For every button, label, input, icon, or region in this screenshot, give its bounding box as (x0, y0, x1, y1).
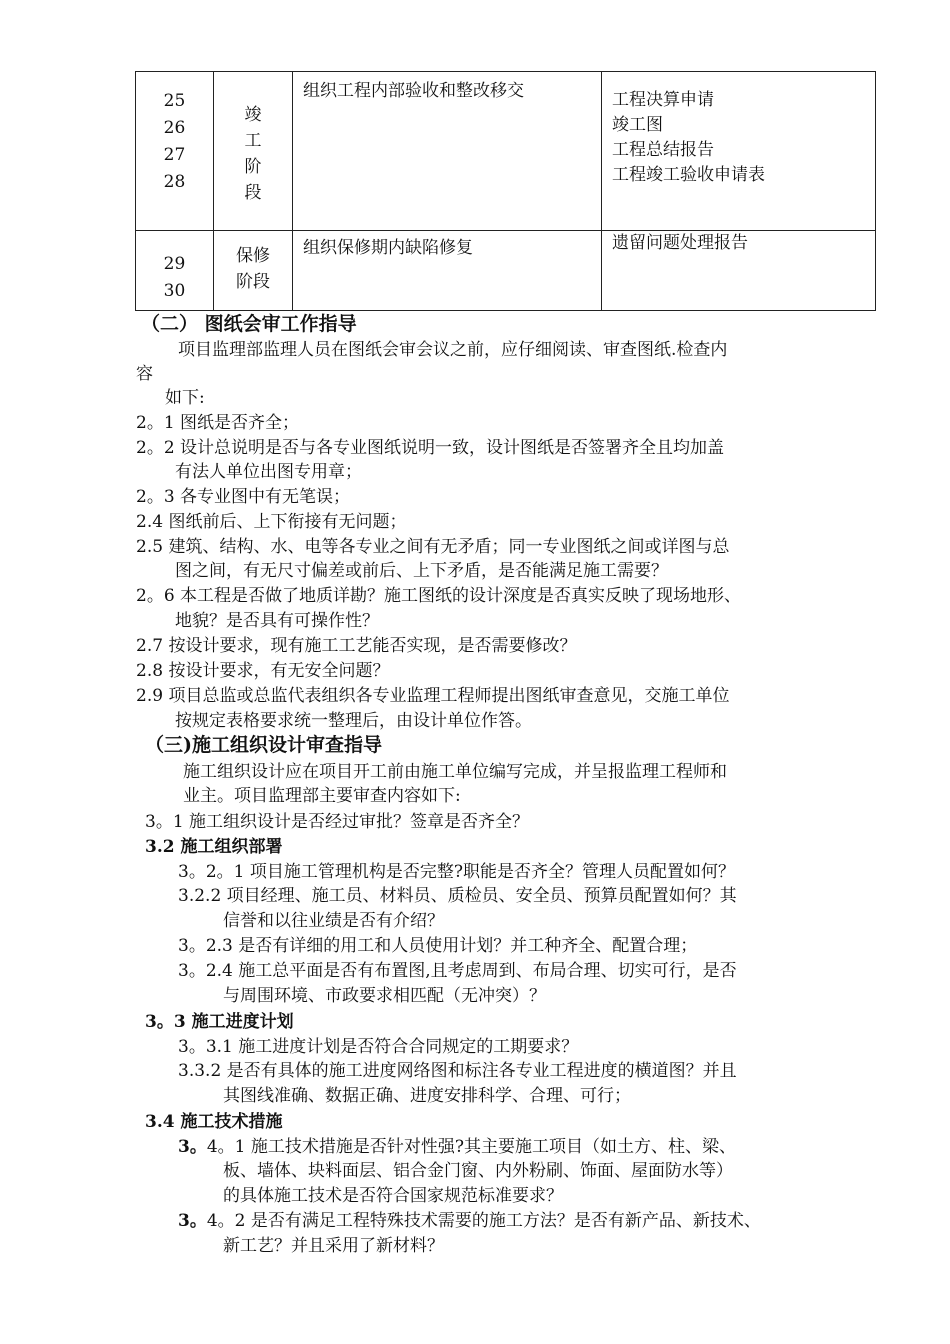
list-item: 的具体施工技术是否符合国家规范标准要求？ (223, 1186, 563, 1206)
output-cell (602, 231, 876, 311)
phase-char: 阶 (244, 157, 262, 177)
work-text: 组织工程内部验收和整改移交 (303, 81, 524, 101)
table-row (136, 231, 876, 311)
section-heading: （二） 图纸会审工作指导 (141, 313, 357, 335)
list-item: 2.5 建筑、结构、水、电等各专业之间有无矛盾；同一专业图纸之间或详图与总 (136, 537, 730, 557)
list-item-text: 4。2 是否有满足工程特殊技术需要的施工方法？是否有新产品、新技术、 (206, 1211, 761, 1231)
list-item: 有法人单位出图专用章； (175, 462, 362, 482)
list-item-prefix: 3。 (178, 1137, 207, 1157)
list-item: 3.3.2 是否有具体的施工进度网络图和标注各专业工程进度的横道图？并且 (178, 1061, 737, 1081)
output-item: 工程总结报告 (612, 140, 714, 160)
phase-line: 保修 (236, 246, 270, 266)
output-item: 工程决算申请 (612, 90, 714, 110)
list-item: 3.2.2 项目经理、施工员、材料员、质检员、安全员、预算员配置如何？其 (178, 886, 737, 906)
list-item-prefix: 3。 (178, 1211, 207, 1231)
list-item (178, 1209, 761, 1233)
paragraph-line: 如下: (165, 388, 205, 408)
table-row (136, 72, 876, 231)
list-item-text: 4。1 施工技术措施是否针对性强?其主要施工项目（如土方、柱、梁、 (206, 1137, 736, 1157)
list-item: 2。1 图纸是否齐全； (136, 413, 300, 433)
row-number: 25 (163, 91, 186, 111)
row-numbers-cell (136, 231, 214, 311)
output-item: 竣工图 (612, 115, 663, 135)
list-item: 3。2.3 是否有详细的用工和人员使用计划？并工种齐全、配置合理； (178, 936, 698, 956)
list-item: 2。2 设计总说明是否与各专业图纸说明一致，设计图纸是否签署齐全且均加盖 (136, 438, 725, 458)
list-item: 3。2。1 项目施工管理机构是否完整?职能是否齐全？管理人员配置如何？ (178, 862, 735, 882)
list-item: 按规定表格要求统一整理后，由设计单位作答。 (175, 711, 532, 731)
phase-cell (214, 231, 293, 311)
subsection-title: 3。3 施工进度计划 (145, 1012, 294, 1032)
list-item: 其图线准确、数据正确、进度安排科学、合理、可行； (223, 1086, 631, 1106)
subsection-title: 3.2 施工组织部署 (145, 837, 283, 857)
list-item: 2.8 按设计要求，有无安全问题？ (136, 661, 390, 681)
phase-line: 阶段 (236, 272, 270, 292)
section-heading: （三)施工组织设计审查指导 (145, 734, 382, 756)
list-item: 2.4 图纸前后、上下衔接有无问题； (136, 512, 407, 532)
work-cell (293, 231, 602, 311)
list-item: 2.9 项目总监或总监代表组织各专业监理工程师提出图纸审查意见，交施工单位 (136, 686, 730, 706)
list-item: 3。3.1 施工进度计划是否符合合同规定的工期要求？ (178, 1037, 579, 1057)
list-item: 图之间，有无尺寸偏差或前后、上下矛盾，是否能满足施工需要？ (175, 561, 668, 581)
row-number: 27 (163, 145, 186, 165)
list-item: 3。2.4 施工总平面是否有布置图,且考虑周到、布局合理、切实可行，是否 (178, 961, 737, 981)
row-numbers-cell (136, 72, 214, 231)
list-item: 与周围环境、市政要求相匹配（无冲突）？ (223, 986, 546, 1006)
paragraph-line: 施工组织设计应在项目开工前由施工单位编写完成，并呈报监理工程师和 (183, 762, 727, 782)
list-item: 信誉和以往业绩是否有介绍？ (223, 911, 444, 931)
output-item: 遗留问题处理报告 (612, 233, 748, 253)
phase-char: 段 (244, 183, 262, 203)
work-text: 组织保修期内缺陷修复 (303, 238, 473, 258)
list-item: 2。6 本工程是否做了地质详勘？施工图纸的设计深度是否真实反映了现场地形、 (136, 586, 742, 606)
output-item: 工程竣工验收申请表 (612, 165, 765, 185)
list-item: 3。1 施工组织设计是否经过审批？签章是否齐全？ (145, 812, 530, 832)
row-number: 29 (163, 254, 186, 274)
phase-char: 工 (244, 131, 262, 151)
row-number: 26 (163, 118, 186, 138)
phase-cell (214, 72, 293, 231)
row-number: 28 (163, 172, 186, 192)
work-cell (293, 72, 602, 231)
phase-char: 竣 (244, 105, 262, 125)
paragraph-line: 项目监理部监理人员在图纸会审会议之前，应仔细阅读、审查图纸.检查内 (178, 340, 728, 360)
output-cell (602, 72, 876, 231)
list-item: 2。3 各专业图中有无笔误； (136, 487, 351, 507)
stage-table (135, 71, 876, 311)
list-item (178, 1135, 736, 1159)
subsection-title: 3.4 施工技术措施 (145, 1112, 283, 1132)
paragraph-line: 业主。项目监理部主要审查内容如下: (183, 786, 461, 806)
list-item: 地貌？是否具有可操作性？ (175, 611, 379, 631)
list-item: 2.7 按设计要求，现有施工工艺能否实现，是否需要修改？ (136, 636, 577, 656)
row-number: 30 (163, 281, 186, 301)
list-item: 新工艺？并且采用了新材料？ (223, 1236, 444, 1256)
paragraph-line: 容 (136, 364, 153, 384)
list-item: 板、墙体、块料面层、铝合金门窗、内外粉刷、饰面、屋面防水等） (223, 1161, 733, 1181)
